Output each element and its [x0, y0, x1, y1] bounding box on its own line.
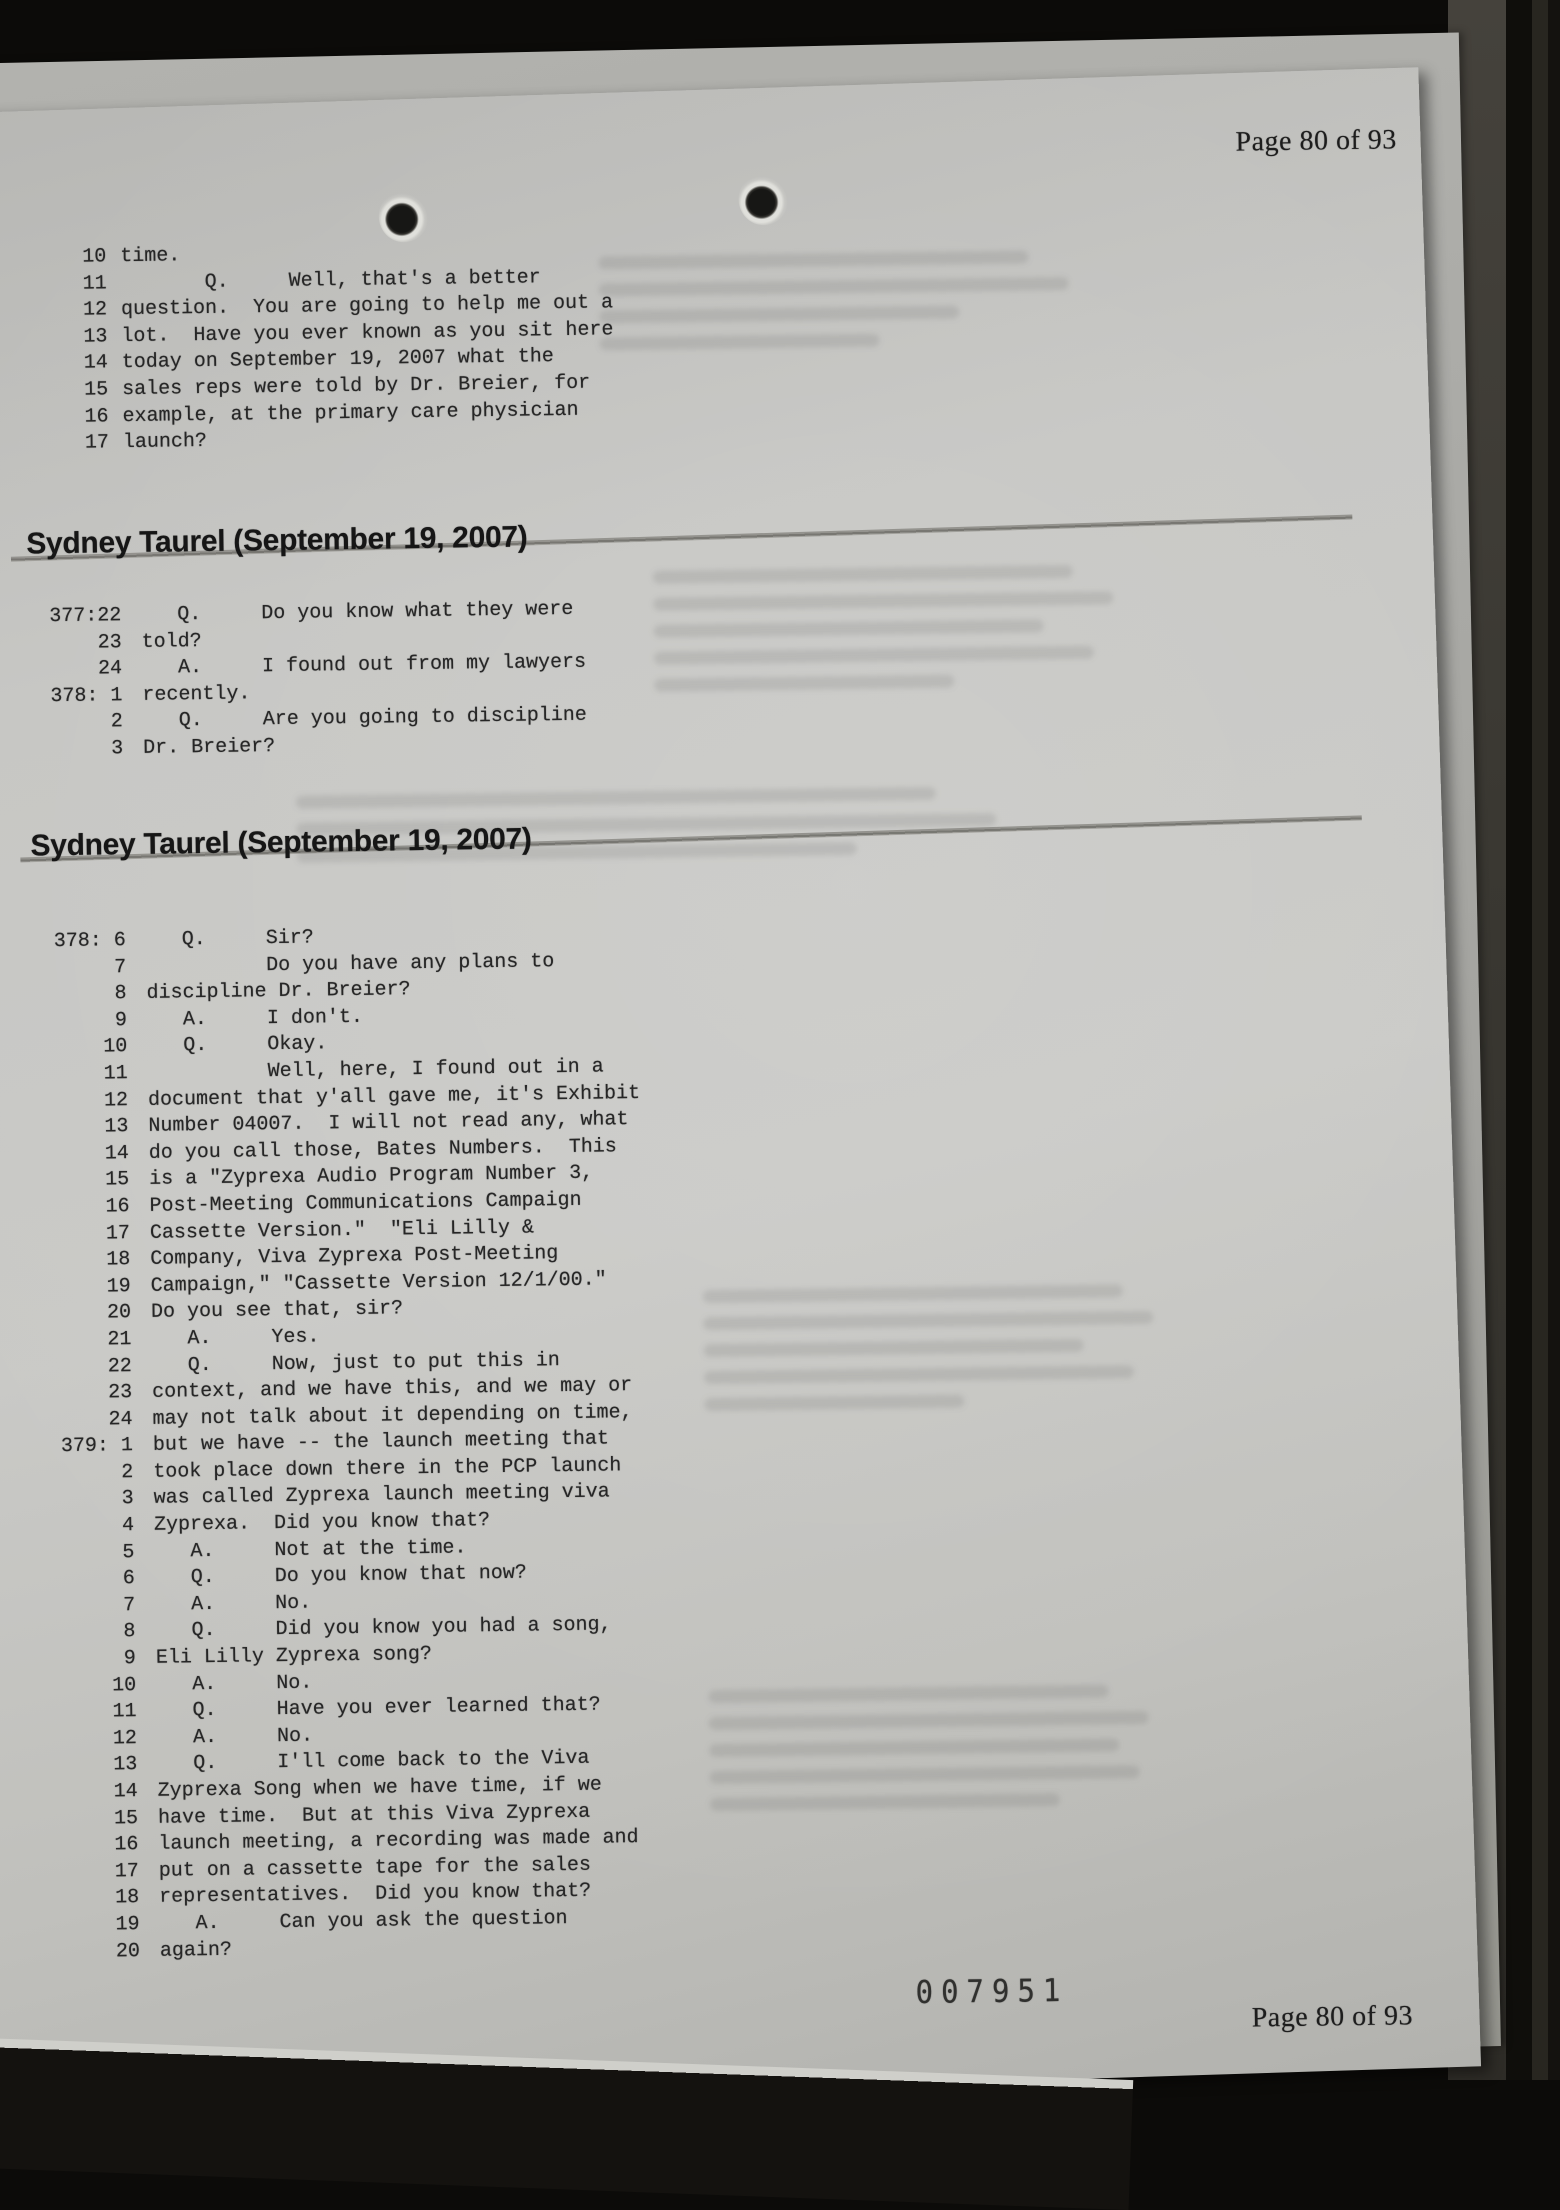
bates-stamp: 007951 [915, 1971, 1069, 2011]
line-number: 379: 1 [60, 1434, 134, 1459]
line-text: took place down there in the PCP launch [153, 1454, 622, 1484]
line-text: do you call those, Bates Numbers. This [148, 1135, 618, 1165]
transcript-block-1 [21, 597, 587, 764]
line-text: Do you see that, sir? [150, 1297, 404, 1325]
line-text: discipline Dr. Breier? [146, 978, 411, 1006]
line-text: A. Not at the time. [154, 1536, 467, 1564]
line-text: told? [141, 629, 202, 654]
line-text: Q. Did you know you had a song, [155, 1613, 612, 1644]
line-number: 20 [106, 1301, 132, 1325]
line-text: Q. Have you ever learned that? [156, 1693, 601, 1724]
line-text: Q. Do you know what they were [141, 597, 574, 627]
section-heading: Sydney Taurel (September 19, 2007) [30, 822, 532, 863]
line-number: 5 [122, 1540, 135, 1564]
line-text: lot. Have you ever known as you sit here [121, 318, 614, 348]
line-number: 11 [112, 1700, 137, 1724]
line-text: launch? [122, 430, 208, 455]
line-number: 8 [114, 982, 127, 1006]
line-number: 20 [115, 1939, 141, 1963]
line-number: 13 [104, 1115, 129, 1139]
line-number: 12 [112, 1726, 138, 1751]
line-number: 22 [107, 1354, 132, 1378]
line-number: 19 [106, 1274, 131, 1299]
line-text: Q. Do you know that now? [154, 1561, 527, 1591]
line-number: 3 [121, 1487, 134, 1511]
line-number: 18 [106, 1248, 131, 1272]
line-text: Q. I'll come back to the Viva [157, 1747, 590, 1777]
line-text: question. You are going to help me out a [120, 291, 614, 322]
line-number: 15 [113, 1806, 139, 1830]
line-number: 6 [122, 1567, 135, 1591]
line-text: may not talk about it depending on time, [152, 1400, 633, 1431]
line-text: time. [120, 244, 181, 269]
line-text: A. Can you ask the question [159, 1907, 568, 1936]
bleed-through-smudge [653, 564, 1115, 705]
line-number: 2 [121, 1460, 134, 1485]
line-number: 8 [123, 1620, 136, 1644]
line-number: 16 [105, 1195, 130, 1219]
line-number: 2 [110, 710, 123, 734]
line-text: launch meeting, a recording was made and [158, 1826, 639, 1856]
line-number: 18 [115, 1886, 140, 1910]
line-text: Zyprexa. Did you know that? [153, 1509, 491, 1537]
line-text: Do you have any plans to [146, 949, 555, 979]
line-text: Q. Now, just to put this in [151, 1348, 560, 1378]
line-text: Company, Viva Zyprexa Post-Meeting [150, 1242, 559, 1271]
line-number: 10 [112, 1673, 137, 1698]
line-text: Zyprexa Song when we have time, if we [157, 1773, 602, 1803]
line-number: 19 [115, 1913, 140, 1937]
line-text: Well, here, I found out in a [147, 1055, 604, 1085]
line-number: 14 [83, 351, 108, 376]
page-number-top: Page 80 of 93 [1235, 124, 1398, 158]
line-number: 17 [84, 431, 110, 455]
line-text: A. I found out from my lawyers [141, 650, 587, 681]
line-text: document that y'all gave me, it's Exhibit [147, 1081, 641, 1112]
line-text: today on September 19, 2007 what the [121, 345, 554, 375]
line-text: have time. But at this Viva Zyprexa [157, 1800, 591, 1830]
line-number: 11 [103, 1062, 128, 1086]
line-number: 4 [121, 1514, 135, 1538]
line-number: 378: 1 [50, 683, 123, 708]
line-number: 7 [122, 1593, 136, 1618]
line-number: 16 [114, 1833, 139, 1857]
line-text: Q. Well, that's a better [120, 265, 541, 295]
line-number: 23 [97, 630, 122, 655]
line-text: was called Zyprexa launch meeting viva [153, 1480, 610, 1511]
line-text: Dr. Breier? [143, 735, 276, 760]
line-number: 3 [111, 737, 124, 761]
line-text: Eli Lilly Zyprexa song? [155, 1642, 433, 1670]
line-number: 16 [84, 404, 109, 429]
document-page [0, 67, 1481, 2113]
line-text: A. Yes. [151, 1325, 320, 1351]
line-number: 378: 6 [53, 929, 127, 954]
line-number: 23 [107, 1381, 133, 1405]
section-heading: Sydney Taurel (September 19, 2007) [26, 520, 528, 561]
page-number-bottom: Page 80 of 93 [1251, 2000, 1414, 2034]
line-number: 13 [83, 325, 108, 349]
line-number: 12 [82, 298, 108, 322]
line-number: 14 [113, 1780, 138, 1804]
line-text: Q. Are you going to discipline [142, 704, 587, 734]
line-text: example, at the primary care physician [122, 398, 579, 428]
line-number: 377:22 [49, 604, 122, 629]
transcript-block-2 [26, 921, 653, 1967]
line-text: Number 04007. I will not read any, what [148, 1108, 629, 1138]
line-text: A. No. [154, 1591, 312, 1617]
line-number: 15 [83, 378, 109, 402]
line-text: Post-Meeting Communications Campaign [149, 1188, 582, 1218]
line-text: put on a cassette tape for the sales [158, 1853, 592, 1883]
line-text: Campaign," "Cassette Version 12/1/00." [150, 1268, 607, 1298]
line-text: recently. [142, 682, 251, 707]
line-text: but we have -- the launch meeting that [152, 1427, 610, 1458]
line-number: 10 [82, 245, 107, 269]
line-text: A. I don't. [146, 1005, 364, 1032]
line-number: 14 [104, 1141, 129, 1166]
line-text: A. No. [156, 1671, 313, 1697]
line-number: 17 [105, 1221, 131, 1245]
line-number: 10 [103, 1035, 128, 1059]
line-number: 15 [105, 1168, 130, 1192]
transcript-block-top [38, 237, 615, 458]
line-text: is a "Zyprexa Audio Program Number 3, [149, 1161, 594, 1192]
line-text: sales reps were told by Dr. Breier, for [122, 371, 591, 402]
line-number: 24 [108, 1407, 133, 1432]
line-text: Q. Okay. [147, 1032, 328, 1059]
bleed-through-smudge [703, 1284, 1155, 1425]
line-number: 9 [123, 1647, 137, 1671]
line-number: 11 [82, 271, 107, 296]
line-number: 9 [114, 1008, 128, 1033]
background-stripe [1506, 0, 1560, 2080]
line-number: 24 [97, 657, 123, 681]
line-text: context, and we have this, and we may or [152, 1374, 633, 1404]
line-text: Cassette Version." "Eli Lilly & [149, 1216, 535, 1245]
punch-hole-right [738, 173, 789, 226]
bleed-through-smudge [708, 1684, 1150, 1825]
line-number: 12 [103, 1088, 129, 1113]
bleed-through-smudge [598, 250, 1069, 365]
line-text: representatives. Did you know that? [159, 1880, 592, 1910]
line-text: A. No. [156, 1724, 314, 1750]
line-number: 21 [107, 1328, 132, 1352]
page-content [0, 80, 1464, 2100]
line-number: 17 [114, 1859, 140, 1884]
line-number: 7 [114, 955, 127, 979]
punch-hole-left [378, 190, 429, 243]
line-text: Q. Sir? [145, 926, 315, 952]
line-text: again? [159, 1938, 233, 1963]
line-number: 13 [113, 1753, 138, 1777]
